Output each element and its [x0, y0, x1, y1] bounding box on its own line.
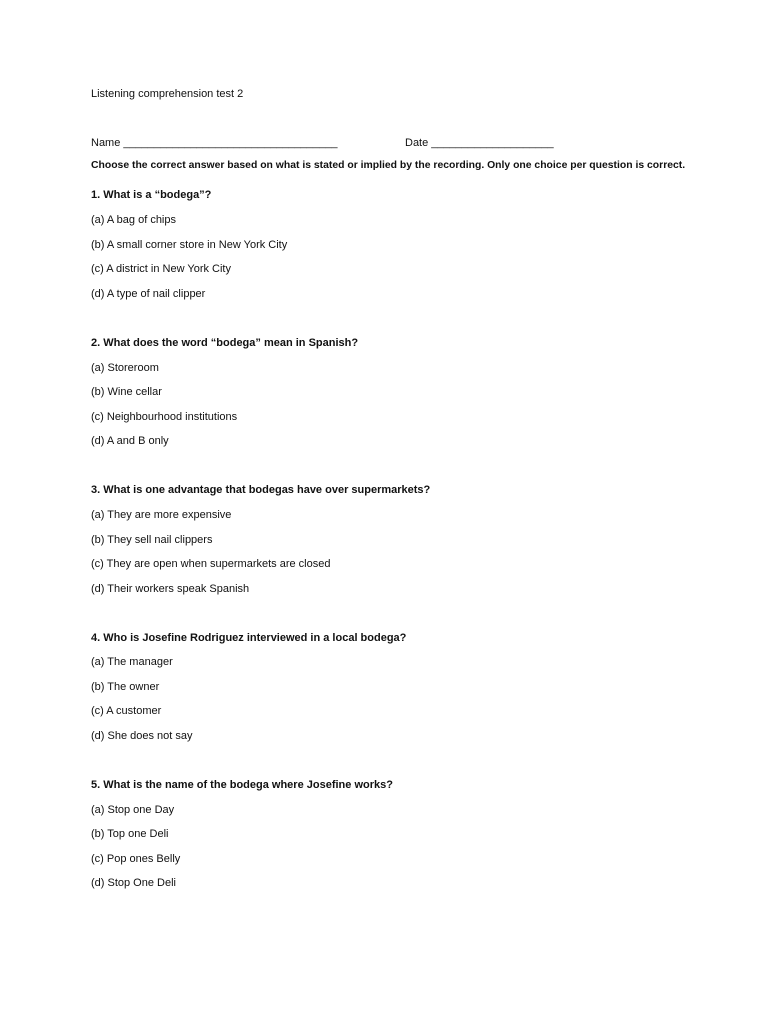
question-3-option-c: (c) They are open when supermarkets are closed — [91, 558, 331, 570]
question-4-option-c: (c) A customer — [91, 705, 162, 717]
date-field: Date ____________________ — [405, 137, 554, 149]
question-4-option-b: (b) The owner — [91, 681, 160, 693]
question-5-option-b: (b) Top one Deli — [91, 828, 169, 840]
question-5-option-d: (d) Stop One Deli — [91, 877, 176, 889]
question-4-prompt: 4. Who is Josefine Rodriguez interviewed in a local bodega? — [91, 632, 407, 644]
question-3-option-a: (a) They are more expensive — [91, 509, 232, 521]
question-3-prompt: 3. What is one advantage that bodegas have over supermarkets? — [91, 484, 431, 496]
instructions: Choose the correct answer based on what is stated or implied by the recording. Only one choice per question is correct. — [91, 160, 686, 171]
question-4-option-a: (a) The manager — [91, 656, 173, 668]
question-3-option-b: (b) They sell nail clippers — [91, 534, 213, 546]
question-1-option-c: (c) A district in New York City — [91, 263, 231, 275]
question-5-prompt: 5. What is the name of the bodega where Josefine works? — [91, 779, 393, 791]
question-2-option-d: (d) A and B only — [91, 435, 169, 447]
question-1-option-a: (a) A bag of chips — [91, 214, 176, 226]
name-field: Name ___________________________________ — [91, 137, 338, 149]
question-1-option-b: (b) A small corner store in New York City — [91, 239, 288, 251]
question-2-option-a: (a) Storeroom — [91, 362, 159, 374]
question-2-prompt: 2. What does the word “bodega” mean in Spanish? — [91, 337, 359, 349]
question-2-option-c: (c) Neighbourhood institutions — [91, 411, 238, 423]
question-3-option-d: (d) Their workers speak Spanish — [91, 583, 250, 595]
name-date-row — [91, 136, 691, 150]
question-1-prompt: 1. What is a “bodega”? — [91, 189, 212, 201]
question-5-option-a: (a) Stop one Day — [91, 804, 175, 816]
document-title: Listening comprehension test 2 — [91, 88, 244, 100]
question-2-option-b: (b) Wine cellar — [91, 386, 162, 398]
question-5-option-c: (c) Pop ones Belly — [91, 853, 181, 865]
question-4-option-d: (d) She does not say — [91, 730, 193, 742]
question-1-option-d: (d) A type of nail clipper — [91, 288, 206, 300]
